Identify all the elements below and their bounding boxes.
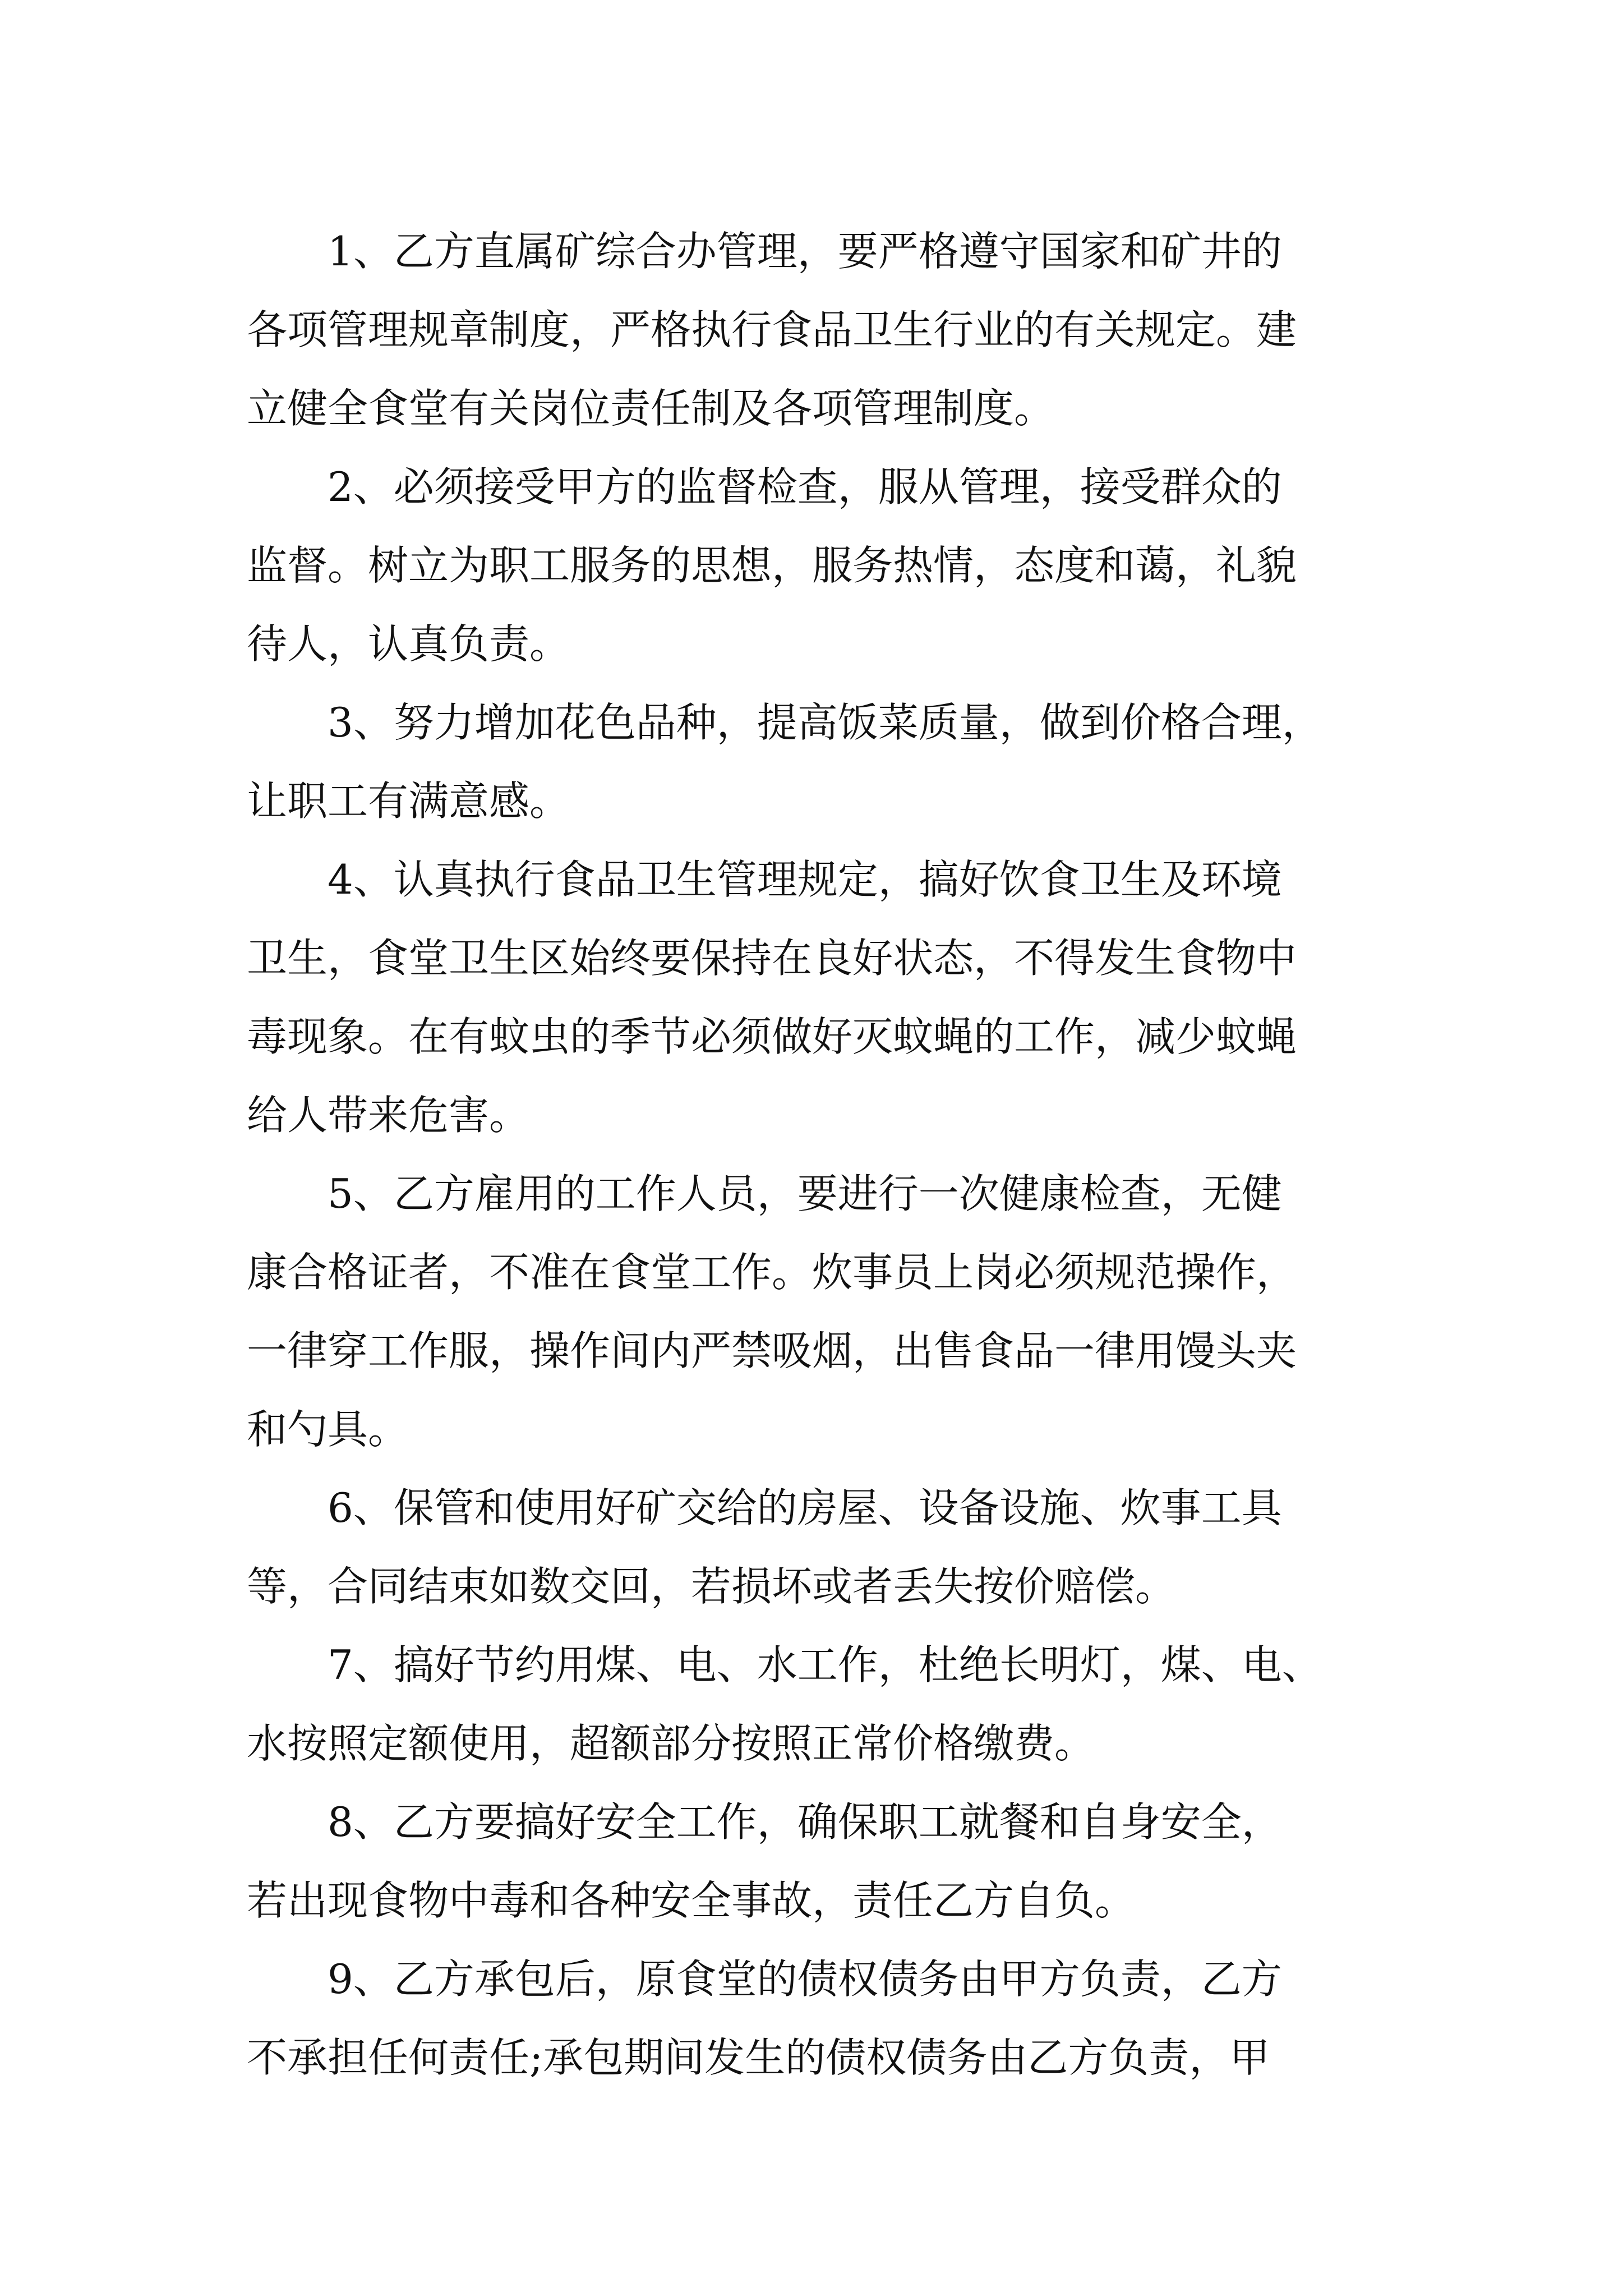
paragraph-line: 5、乙方雇用的工作人员，要进行一次健康检查，无健 xyxy=(328,1170,1282,1217)
paragraph-line: 若出现食物中毒和各种安全事故，责任乙方自负。 xyxy=(247,1877,1136,1924)
paragraph-7 xyxy=(247,1626,1391,1783)
paragraph-line: 康合格证者，不准在食堂工作。炊事员上岗必须规范操作， xyxy=(247,1249,1297,1296)
paragraph-line: 3、努力增加花色品种，提高饭菜质量，做到价格合理， xyxy=(328,699,1322,746)
paragraph-3 xyxy=(247,683,1391,840)
paragraph-line: 毒现象。在有蚊虫的季节必须做好灭蚊蝇的工作，减少蚊蝇 xyxy=(247,1013,1297,1060)
paragraph-line: 不承担任何责任;承包期间发生的债权债务由乙方负责，甲 xyxy=(247,2034,1270,2081)
paragraph-line: 水按照定额使用，超额部分按照正常价格缴费。 xyxy=(247,1720,1095,1767)
paragraph-9 xyxy=(247,1940,1391,2097)
paragraph-line: 等，合同结束如数交回，若损坏或者丢失按价赔偿。 xyxy=(247,1563,1176,1610)
paragraph-line: 卫生，食堂卫生区始终要保持在良好状态，不得发生食物中 xyxy=(247,935,1297,982)
paragraph-line: 给人带来危害。 xyxy=(247,1092,530,1139)
paragraph-line: 和勺具。 xyxy=(247,1406,409,1453)
paragraph-line: 一律穿工作服，操作间内严禁吸烟，出售食品一律用馒头夹 xyxy=(247,1327,1297,1374)
paragraph-line: 9、乙方承包后，原食堂的债权债务由甲方负责，乙方 xyxy=(328,1955,1282,2003)
paragraph-line: 2、必须接受甲方的监督检查，服从管理，接受群众的 xyxy=(328,463,1282,510)
paragraph-1 xyxy=(247,212,1391,448)
paragraph-8 xyxy=(247,1783,1391,1940)
paragraph-line: 让职工有满意感。 xyxy=(247,777,570,825)
paragraph-line: 立健全食堂有关岗位责任制及各项管理制度。 xyxy=(247,385,1055,432)
paragraph-2 xyxy=(247,448,1391,683)
paragraph-6 xyxy=(247,1469,1391,1626)
paragraph-5 xyxy=(247,1154,1391,1469)
paragraph-line: 6、保管和使用好矿交给的房屋、设备设施、炊事工具 xyxy=(328,1484,1282,1531)
paragraph-line: 各项管理规章制度，严格执行食品卫生行业的有关规定。建 xyxy=(247,306,1297,353)
paragraph-line: 监督。树立为职工服务的思想，服务热情，态度和蔼，礼貌 xyxy=(247,542,1297,589)
paragraph-line: 4、认真执行食品卫生管理规定，搞好饮食卫生及环境 xyxy=(328,856,1282,903)
document-body xyxy=(247,212,1391,2097)
paragraph-line: 8、乙方要搞好安全工作，确保职工就餐和自身安全， xyxy=(328,1798,1282,1846)
paragraph-line: 1、乙方直属矿综合办管理，要严格遵守国家和矿井的 xyxy=(328,228,1282,275)
paragraph-line: 待人，认真负责。 xyxy=(247,620,570,668)
paragraph-4 xyxy=(247,840,1391,1154)
paragraph-line: 7、搞好节约用煤、电、水工作，杜绝长明灯，煤、电、 xyxy=(328,1641,1322,1688)
